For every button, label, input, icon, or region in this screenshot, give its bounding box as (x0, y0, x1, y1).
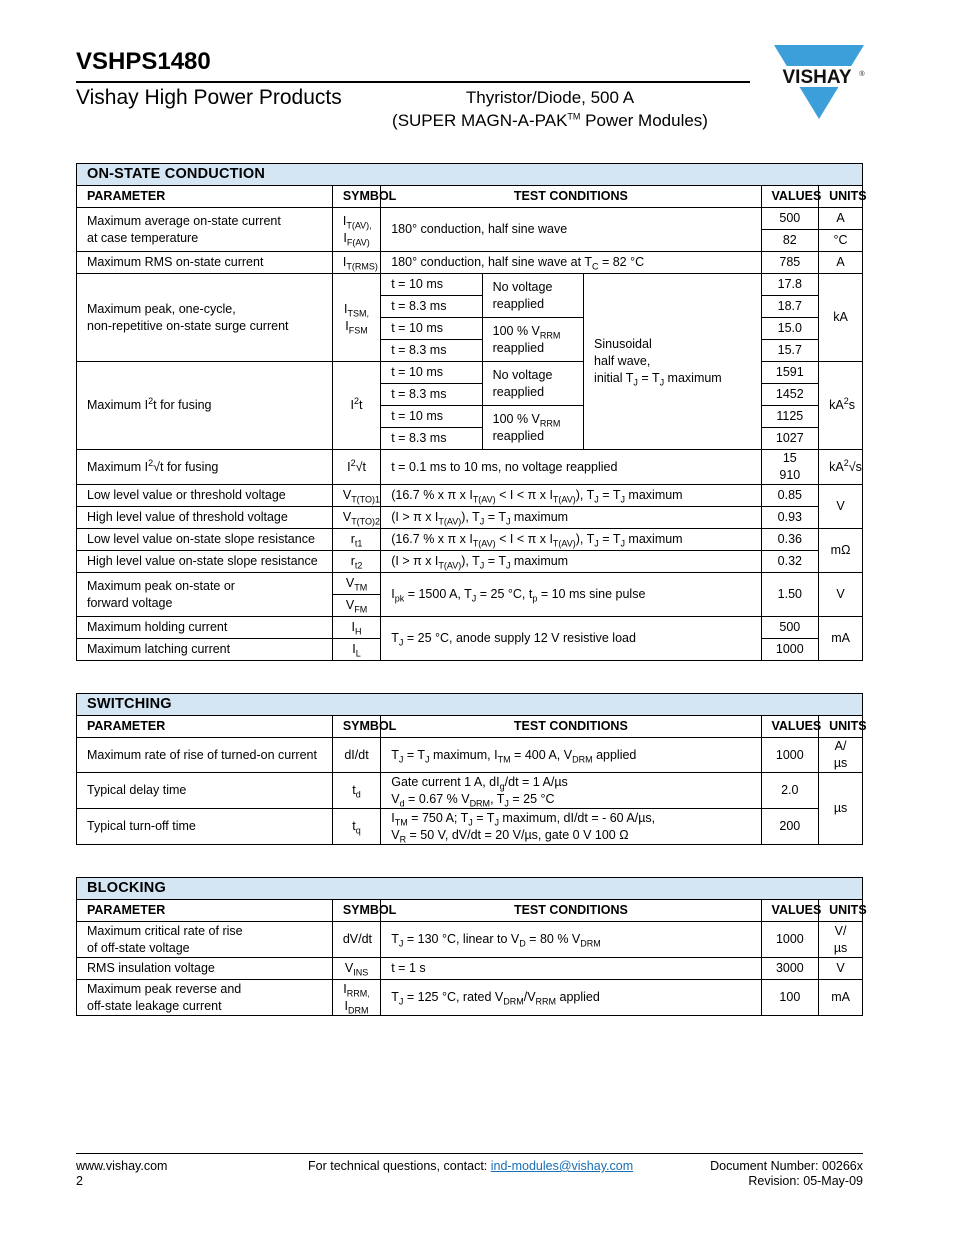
symbol-vtm: $V_{TM}$ (332, 573, 380, 595)
cond-100-vrrm: 100 % $V_{RRM}$ reapplied (482, 318, 583, 362)
symbol-dvdt: dV/dt (332, 922, 380, 958)
section-title: ON-STATE CONDUCTION (77, 164, 863, 186)
symbol-i2rt: $I^2√t$ (332, 450, 380, 485)
cond-holding-latching: $T_J = 25$ °C, anode supply 12 V resistive load (381, 617, 761, 661)
col-values: VALUES (761, 186, 819, 208)
cond-time: t = 8.3 ms (381, 384, 482, 406)
unit-vtm: V (819, 573, 863, 617)
brand-line: Vishay High Power Products (76, 86, 342, 109)
cond-turn-off-time: $I_{TM} = 750$ A; $T_J = T_J$ maximum, dI/dt = - 60 A/µs, $V_R = 50$ V, dV/dt = 20 V/µs, gate 0 V 100 Ω (381, 809, 761, 845)
value-case-temp: 82 (761, 230, 819, 252)
value-dvdt: 1000 (761, 922, 819, 958)
cond-time: t = 10 ms (381, 318, 482, 340)
header-rule (76, 81, 750, 83)
col-units: UNITS (819, 900, 863, 922)
cond-vtm: $I_{pk} = 1500$ A, $T_J = 25$ °C, $t_p = 10$ ms sine pulse (381, 573, 761, 617)
value-insulation-voltage: 3000 (761, 958, 819, 980)
trademark-mark: TM (567, 111, 581, 122)
cond-vt01: (16.7 % x π x $I_{T(AV)} < I < \pi$ x $I_{T(AV)}$), $T_J = T_J$ maximum (381, 485, 761, 507)
value-surge: 15.0 (761, 318, 819, 340)
vishay-logo (766, 43, 866, 123)
unit-holding-latching: mA (819, 617, 863, 661)
value-rt1: 0.36 (761, 529, 819, 551)
cond-rt1: (16.7 % x π x $I_{T(AV)} < I < \pi$ x $I_{T(AV)}$), $T_J = T_J$ maximum (381, 529, 761, 551)
unit-insulation-voltage: V (819, 958, 863, 980)
symbol-irrm: $I_{RRM,}$ $I_{DRM}$ (332, 980, 380, 1016)
col-parameter: PARAMETER (77, 900, 333, 922)
footer-left (76, 1159, 167, 1189)
cond-leakage-current: $T_J = 125$ °C, rated $V_{DRM}/V_{RRM}$ applied (381, 980, 761, 1016)
value-i2t: 1452 (761, 384, 819, 406)
col-test-conditions: TEST CONDITIONS (381, 716, 761, 738)
contact-email-link[interactable]: ind-modules@vishay.com (490, 1159, 634, 1173)
param-didt: Maximum rate of rise of turned-on current (77, 738, 333, 773)
cond-rms-current: 180° conduction, half sine wave at $T_C = 82$ °C (381, 252, 761, 274)
footer-rule (76, 1153, 863, 1154)
value-latching-current: 1000 (761, 639, 819, 661)
symbol-it-rms: $I_{T(RMS)}$ (332, 252, 380, 274)
logo-registered-mark: ® (859, 71, 865, 78)
on-state-conduction-table (76, 163, 867, 661)
symbol-didt: dI/dt (332, 738, 380, 773)
cond-rt2: (I > π x $I_{T(AV)}$), $T_J = T_J$ maximum (381, 551, 761, 573)
unit-rms-current: A (819, 252, 863, 274)
unit-i2t: $kA^2s$ (819, 362, 863, 450)
value-didt: 1000 (761, 738, 819, 773)
cond-i2rt: t = 0.1 ms to 10 ms, no voltage reapplied (381, 450, 761, 485)
param-i2t: Maximum $I^2t$ for fusing (77, 362, 333, 450)
value-i2t: 1591 (761, 362, 819, 384)
section-title: BLOCKING (77, 878, 863, 900)
cond-vt02: (I > π x $I_{T(AV)}$), $T_J = T_J$ maximum (381, 507, 761, 529)
cond-time: t = 8.3 ms (381, 428, 482, 450)
col-units: UNITS (819, 716, 863, 738)
cond-time: t = 10 ms (381, 274, 482, 296)
unit-switching-times: µs (819, 773, 863, 845)
part-number: VSHPS1480 (76, 48, 211, 75)
value-vt01: 0.85 (761, 485, 819, 507)
footer-contact (308, 1159, 633, 1174)
cond-dvdt: $T_J = 130$ °C, linear to $V_D = 80$ % $V_{DRM}$ (381, 922, 761, 958)
param-dvdt: Maximum critical rate of rise of off-state voltage (77, 922, 333, 958)
value-holding-current: 500 (761, 617, 819, 639)
value-i2t: 1027 (761, 428, 819, 450)
cond-no-voltage: No voltage reapplied (482, 274, 583, 318)
param-vt02: High level value of threshold voltage (77, 507, 333, 529)
symbol-it-av: $I_{T(AV),}$ $I_{F(AV)}$ (332, 208, 380, 252)
unit-i2rt: $kA^2√s$ (819, 450, 863, 485)
symbol-tq: $t_q$ (332, 809, 380, 845)
col-test-conditions: TEST CONDITIONS (381, 186, 761, 208)
param-rt2: High level value on-state slope resistance (77, 551, 333, 573)
symbol-ih: $I_H$ (332, 617, 380, 639)
document-number: Document Number: 00266x (710, 1159, 863, 1173)
param-delay-time: Typical delay time (77, 773, 333, 809)
col-units: UNITS (819, 186, 863, 208)
value-turn-off-time: 200 (761, 809, 819, 845)
param-leakage-current: Maximum peak reverse and off-state leakage current (77, 980, 333, 1016)
value-surge: 15.7 (761, 340, 819, 362)
col-parameter: PARAMETER (77, 716, 333, 738)
blocking-table (76, 877, 867, 1016)
param-rms-current: Maximum RMS on-state current (77, 252, 333, 274)
document-subtitle (370, 86, 730, 132)
cond-100-vrrm: 100 % $V_{RRM}$ reapplied (482, 406, 583, 450)
param-holding-current: Maximum holding current (77, 617, 333, 639)
revision-date: Revision: 05-May-09 (748, 1174, 863, 1188)
value-i2t: 1125 (761, 406, 819, 428)
symbol-rt1: $r_{t1}$ (332, 529, 380, 551)
unit-avg-current: A (819, 208, 863, 230)
unit-slope-resistance: mΩ (819, 529, 863, 573)
value-vt02: 0.93 (761, 507, 819, 529)
value-surge: 18.7 (761, 296, 819, 318)
cond-avg-current: 180° conduction, half sine wave (381, 208, 761, 252)
unit-surge: kA (819, 274, 863, 362)
param-surge-current: Maximum peak, one-cycle, non-repetitive on-state surge current (77, 274, 333, 362)
subtitle-line-2 (370, 109, 730, 132)
cond-time: t = 8.3 ms (381, 296, 482, 318)
contact-label: For technical questions, contact: (308, 1159, 491, 1173)
symbol-td: $t_d$ (332, 773, 380, 809)
footer-right (710, 1159, 863, 1189)
value-vtm: 1.50 (761, 573, 819, 617)
unit-dvdt: V/µs (819, 922, 863, 958)
footer-website: www.vishay.com (76, 1159, 168, 1173)
logo-wordmark: VISHAY (782, 67, 852, 88)
value-leakage-current: 100 (761, 980, 819, 1016)
param-vt01: Low level value or threshold voltage (77, 485, 333, 507)
symbol-vt02: $V_{T(TO)2}$ (332, 507, 380, 529)
symbol-itsm: $I_{TSM,}$ $I_{FSM}$ (332, 274, 380, 362)
col-symbol: SYMBOL (332, 186, 380, 208)
unit-threshold-voltage: V (819, 485, 863, 529)
value-i2rt: 15 910 (761, 450, 819, 485)
subtitle-text: (SUPER MAGN-A-PAK (392, 111, 568, 130)
page-number: 2 (76, 1174, 83, 1188)
cond-time: t = 10 ms (381, 406, 482, 428)
col-test-conditions: TEST CONDITIONS (381, 900, 761, 922)
subtitle-text: Power Modules) (580, 111, 708, 130)
symbol-vins: $V_{INS}$ (332, 958, 380, 980)
value-rms-current: 785 (761, 252, 819, 274)
param-latching-current: Maximum latching current (77, 639, 333, 661)
unit-didt: A/µs (819, 738, 863, 773)
col-values: VALUES (761, 900, 819, 922)
unit-leakage-current: mA (819, 980, 863, 1016)
symbol-il: $I_L$ (332, 639, 380, 661)
section-title: SWITCHING (77, 694, 863, 716)
cond-insulation-voltage: t = 1 s (381, 958, 761, 980)
value-avg-current: 500 (761, 208, 819, 230)
col-values: VALUES (761, 716, 819, 738)
value-surge: 17.8 (761, 274, 819, 296)
param-insulation-voltage: RMS insulation voltage (77, 958, 333, 980)
cond-no-voltage: No voltage reapplied (482, 362, 583, 406)
subtitle-line-1: Thyristor/Diode, 500 A (465, 88, 635, 107)
col-symbol: SYMBOL (332, 716, 380, 738)
cond-time: t = 10 ms (381, 362, 482, 384)
cond-didt: $T_J = T_J$ maximum, $I_{TM} = 400$ A, $V_{DRM}$ applied (381, 738, 761, 773)
param-i2rt: Maximum $I^2√t$ for fusing (77, 450, 333, 485)
cond-delay-time: Gate current 1 A, $dI_g/dt = 1$ A/µs $V_d = 0.67$ % $V_{DRM}$, $T_J = 25$ °C (381, 773, 761, 809)
cond-time: t = 8.3 ms (381, 340, 482, 362)
param-vtm: Maximum peak on-state or forward voltage (77, 573, 333, 617)
param-turn-off-time: Typical turn-off time (77, 809, 333, 845)
param-avg-current: Maximum average on-state current at case temperature (77, 208, 333, 252)
symbol-rt2: $r_{t2}$ (332, 551, 380, 573)
col-parameter: PARAMETER (77, 186, 333, 208)
value-rt2: 0.32 (761, 551, 819, 573)
col-symbol: SYMBOL (332, 900, 380, 922)
unit-case-temp: °C (819, 230, 863, 252)
symbol-vfm: $V_{FM}$ (332, 595, 380, 617)
value-delay-time: 2.0 (761, 773, 819, 809)
symbol-vt01: $V_{T(TO)1}$ (332, 485, 380, 507)
param-rt1: Low level value on-state slope resistance (77, 529, 333, 551)
symbol-i2t: $I^2t$ (332, 362, 380, 450)
cond-sinusoidal: Sinusoidal half wave, initial $T_J = T_J$ maximum (584, 274, 761, 450)
switching-table (76, 693, 867, 845)
